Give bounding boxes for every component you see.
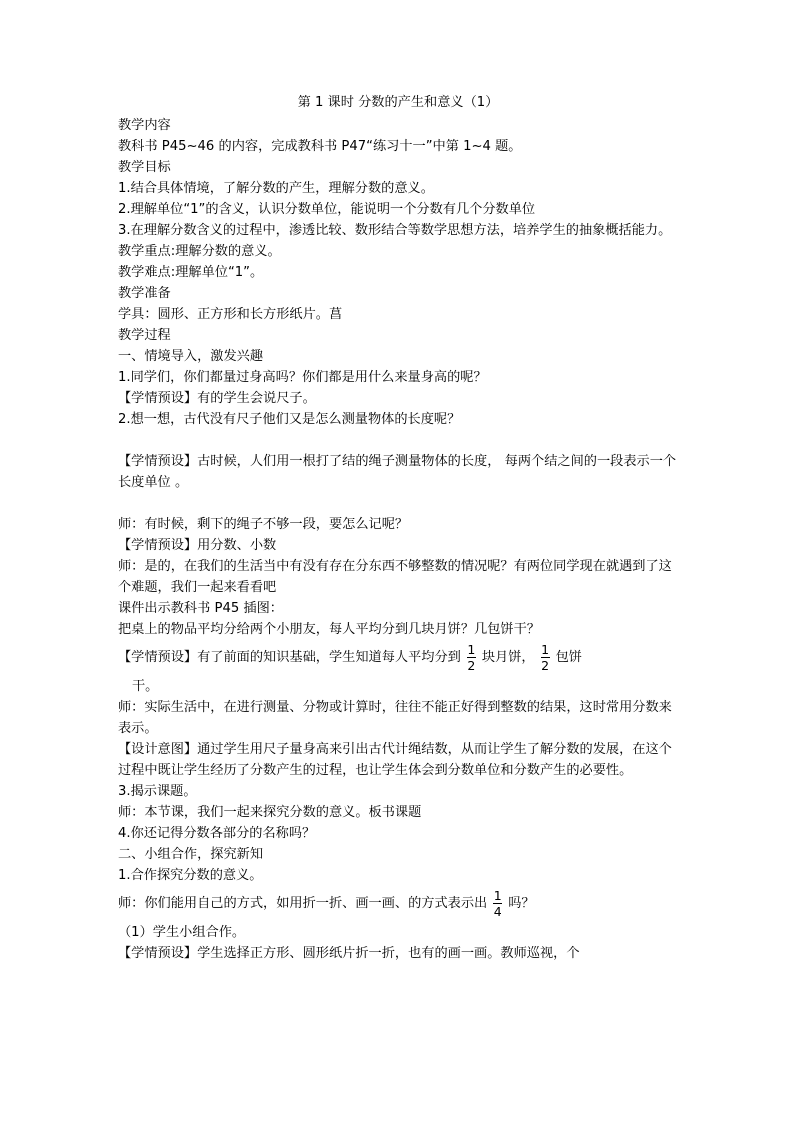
fraction-half <box>467 642 476 673</box>
preset-3: 【学情预设】用分数、小数 <box>118 538 277 553</box>
problem-line: 把桌上的物品平均分给两个小朋友，每人平均分到几块月饼？几包饼干？ <box>118 622 540 637</box>
preset-4-text-b: 块月饼， <box>481 650 535 665</box>
preset-4-continued: 干。 <box>132 679 159 694</box>
fraction-denominator: 4 <box>493 903 502 919</box>
teacher-line-5-text-a: 师：你们能用自己的方式，如用折一折、画一画、的方式表示出 <box>118 896 488 911</box>
prep-heading: 教学准备 <box>118 286 171 301</box>
question-4: 4.你还记得分数各部分的名称吗？ <box>118 826 316 841</box>
preset-5: 【学情预设】学生选择正方形、圆形纸片折一折，也有的画一画。教师巡视，个 <box>118 946 580 961</box>
fraction-denominator: 2 <box>541 657 550 673</box>
preset-1: 【学情预设】有的学生会说尺子。 <box>118 391 316 406</box>
goal-3: 3.在理解分数含义的过程中，渗透比较、数形结合等数学思想方法，培养学生的抽象概括能力。 <box>118 223 672 238</box>
fraction-numerator: 1 <box>541 641 550 657</box>
goal-1: 1.结合具体情境，了解分数的产生，理解分数的意义。 <box>118 181 434 196</box>
spacer <box>118 430 678 451</box>
key-point: 教学重点:理解分数的意义。 <box>118 244 281 259</box>
fraction-quarter <box>493 888 502 919</box>
preset-4-text-a: 【学情预设】有了前面的知识基础，学生知道每人平均分到 <box>118 650 461 665</box>
difficulty: 教学难点:理解单位“1”。 <box>118 265 264 280</box>
prep-text: 学具：圆形、正方形和长方形纸片。菖 <box>118 307 343 322</box>
fraction-numerator: 1 <box>493 887 502 903</box>
section-1-heading: 一、情境导入，激发兴趣 <box>118 349 264 364</box>
fraction-denominator: 2 <box>467 657 476 673</box>
page-title: 第 1 课时 分数的产生和意义（1） <box>297 95 499 110</box>
teacher-line-1: 师：有时候，剩下的绳子不够一段，要怎么记呢？ <box>118 517 409 532</box>
teacher-line-5-text-b: 吗？ <box>508 896 535 911</box>
preset-2: 【学情预设】古时候，人们用一根打了结的绳子测量物体的长度， 每两个结之间的一段表示一个长度单位 。 <box>118 454 677 490</box>
process-heading: 教学过程 <box>118 328 171 343</box>
courseware-line: 课件出示教科书 P45 插图： <box>118 601 283 616</box>
teacher-line-2: 师：是的，在我们的生活当中有没有存在分东西不够整数的情况呢？有两位同学现在就遇到了这个难题，我们一起来看看吧 <box>118 559 672 595</box>
spacer <box>118 493 678 514</box>
question-2: 2.想一想，古代没有尺子他们又是怎么测量物体的长度呢？ <box>118 412 461 427</box>
goals-heading: 教学目标 <box>118 160 171 175</box>
fraction-numerator: 1 <box>467 641 476 657</box>
goal-2: 2.理解单位“1”的含义，认识分数单位，能说明一个分数有几个分数单位 <box>118 202 536 217</box>
section-2-heading: 二、小组合作，探究新知 <box>118 847 264 862</box>
design-intent: 【设计意图】通过学生用尺子量身高来引出古代计绳结数，从而让学生了解分数的发展，在这个过程中既让学生经历了分数产生的过程，也让学生体会到分数单位和分数产生的必要性。 <box>118 742 672 778</box>
step-1: （1）学生小组合作。 <box>118 925 246 940</box>
question-1: 1.同学们，你们都量过身高吗？你们都是用什么来量身高的呢？ <box>118 370 487 385</box>
teacher-line-4: 师：本节课，我们一起来探究分数的意义。板书课题 <box>118 805 422 820</box>
content-text: 教科书 P45~46 的内容，完成教科书 P47“练习十一”中第 1~4 题。 <box>118 139 522 154</box>
lesson-document <box>118 92 678 964</box>
fraction-half <box>541 642 550 673</box>
content-heading: 教学内容 <box>118 118 171 133</box>
preset-4 <box>118 640 678 676</box>
section-2-item-1: 1.合作探究分数的意义。 <box>118 868 263 883</box>
preset-4-text-c: 包饼 <box>555 650 582 665</box>
question-3: 3.揭示课题。 <box>118 784 197 799</box>
teacher-line-5 <box>118 886 678 922</box>
teacher-line-3: 师：实际生活中，在进行测量、分物或计算时，往往不能正好得到整数的结果，这时常用分数来表示。 <box>118 700 672 736</box>
